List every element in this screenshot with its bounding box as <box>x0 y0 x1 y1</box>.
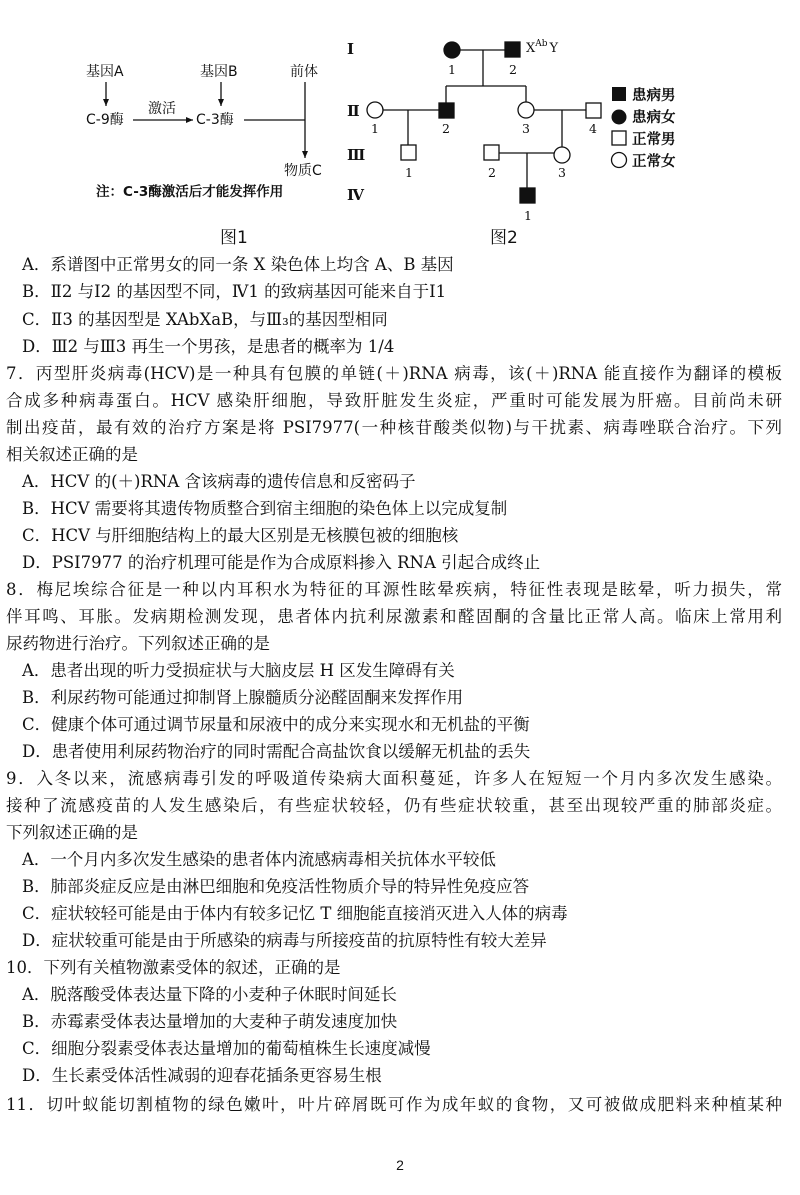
q10-option-b: B．赤霉素受体表达量增加的大麦种子萌发速度加快 <box>22 1012 398 1031</box>
generation-label-3: Ⅲ <box>347 146 366 164</box>
num-III2: 2 <box>488 165 496 180</box>
q7-option-d: D．PSI7977 的治疗机理可能是作为合成原料掺入 RNA 引起合成终止 <box>22 553 541 572</box>
legend-affected-male: 患病男 <box>632 88 676 104</box>
pedigree-I1-affected-female <box>444 42 460 58</box>
legend-normal-female: 正常女 <box>632 154 676 170</box>
num-II4: 4 <box>589 121 597 136</box>
num-II1: 1 <box>371 121 379 136</box>
legend-normal-female-icon <box>612 153 627 168</box>
pedigree-III2-normal-male <box>484 145 499 160</box>
q8-option-d: D．患者使用利尿药物治疗的同时需配合高盐饮食以缓解无机盐的丢失 <box>22 742 531 761</box>
q7-option-b: B．HCV 需要将其遗传物质整合到宿主细胞的染色体上以完成复制 <box>22 499 508 518</box>
q9-option-b: B．肺部炎症反应是由淋巴细胞和免疫活性物质介导的特异性免疫应答 <box>22 877 530 896</box>
num-III3: 3 <box>558 165 566 180</box>
gene-b-label: 基因B <box>200 64 238 80</box>
q9-stem-line-1: 9．入冬以来，流感病毒引发的呼吸道传染病大面积蔓延，许多人在短短一个月内多次发生感染。 <box>6 769 782 788</box>
num-II3: 3 <box>522 121 530 136</box>
q7-stem-line-1: 7．丙型肝炎病毒(HCV)是一种具有包膜的单链(＋)RNA 病毒，该(＋)RNA 能直接作为翻译的模板 <box>6 364 782 383</box>
q8-stem-line-3: 尿药物进行治疗。下列叙述正确的是 <box>6 634 270 653</box>
page-number: 2 <box>396 1157 404 1173</box>
gene-a-label: 基因A <box>86 64 124 80</box>
enzyme-c9-label: C-9酶 <box>86 112 124 128</box>
q10-stem: 10．下列有关植物激素受体的叙述，正确的是 <box>6 958 341 977</box>
pedigree-III3-normal-female <box>554 147 570 163</box>
q10-option-d: D．生长素受体活性减弱的迎春花插条更容易生根 <box>22 1066 382 1085</box>
q7-option-a: A．HCV 的(＋)RNA 含该病毒的遗传信息和反密码子 <box>22 472 416 491</box>
q8-stem-line-1: 8．梅尼埃综合征是一种以内耳积水为特征的耳源性眩晕疾病，特征性表现是眩晕，听力损失，常 <box>6 580 782 599</box>
q7-stem-line-2: 合成多种病毒蛋白。HCV 感染肝细胞，导致肝脏发生炎症，严重时可能发展为肝癌。目前尚未研 <box>6 391 782 410</box>
q10-option-c: C．细胞分裂素受体表达量增加的葡萄植株生长速度减慢 <box>22 1039 431 1058</box>
generation-label-2: Ⅱ <box>347 102 360 120</box>
q8-stem-line-2: 伴耳鸣、耳胀。发病期检测发现，患者体内抗利尿激素和醛固酮的含量比正常人高。临床上常用利 <box>6 607 782 626</box>
q10-option-a: A．脱落酸受体表达量下降的小麦种子休眠时间延长 <box>22 985 397 1004</box>
q6-option-b: B．Ⅱ2 与Ⅰ2 的基因型不同，Ⅳ1 的致病基因可能来自于Ⅰ1 <box>22 282 447 301</box>
figure2-pedigree <box>347 39 676 248</box>
pedigree-legend <box>612 86 676 170</box>
q11-stem-line-1: 11．切叶蚁能切割植物的绿色嫩叶，叶片碎屑既可作为成年蚁的食物，又可被做成肥料来种植某种 <box>6 1095 782 1114</box>
q7-stem-line-3: 制出疫苗，最有效的治疗方案是将 PSI7977(一种核苷酸类似物)与干扰素、病毒唑联合治疗。下列 <box>6 418 782 437</box>
generation-label-1: Ⅰ <box>347 40 355 58</box>
figure2-caption: 图2 <box>490 228 518 248</box>
pedigree-II4-normal-male <box>586 103 601 118</box>
q9-option-a: A．一个月内多次发生感染的患者体内流感病毒相关抗体水平较低 <box>22 850 496 869</box>
num-II2: 2 <box>442 121 450 136</box>
figure1-note: 注：C-3酶激活后才能发挥作用 <box>96 184 284 200</box>
legend-affected-female: 患病女 <box>632 110 676 126</box>
num-I1: 1 <box>448 62 456 77</box>
pedigree-III1-normal-male <box>401 145 416 160</box>
q9-option-d: D．症状较重可能是由于所感染的病毒与所接疫苗的抗原特性有较大差异 <box>22 931 547 950</box>
num-I2: 2 <box>509 62 517 77</box>
legend-normal-male: 正常男 <box>632 132 676 148</box>
substance-c-label: 物质C <box>284 163 322 179</box>
q9-stem-line-3: 下列叙述正确的是 <box>6 823 138 842</box>
q6-option-a: A．系谱图中正常男女的同一条 X 染色体上均含 A、B 基因 <box>22 255 454 274</box>
figure1-pathway <box>86 63 322 248</box>
pedigree-II1-normal-female <box>367 102 383 118</box>
q9-option-c: C．症状较轻可能是由于体内有较多记忆 T 细胞能直接消灭进入人体的病毒 <box>22 904 568 923</box>
num-IV1: 1 <box>524 208 532 223</box>
enzyme-c3-label: C-3酶 <box>196 112 234 128</box>
figure1-caption: 图1 <box>220 228 248 248</box>
q8-option-b: B．利尿药物可能通过抑制肾上腺髓质分泌醛固酮来发挥作用 <box>22 688 464 707</box>
generation-label-4: Ⅳ <box>347 186 365 204</box>
q9-stem-line-2: 接种了流感疫苗的人发生感染后，有些症状较轻，仍有些症状较重，甚至出现较严重的肺部炎症。 <box>6 796 782 815</box>
activate-label: 激活 <box>148 101 176 117</box>
precursor-label: 前体 <box>290 64 318 80</box>
genotype-I2: $X^{Ab}$ Y <box>526 39 559 56</box>
pedigree-II2-affected-male <box>439 103 454 118</box>
pedigree-I2-affected-male <box>505 42 520 57</box>
figure-area <box>0 0 800 255</box>
legend-affected-male-icon <box>612 87 626 101</box>
q7-stem-line-4: 相关叙述正确的是 <box>6 445 138 464</box>
pedigree-II3-normal-female <box>518 102 534 118</box>
legend-normal-male-icon <box>612 131 626 145</box>
q8-option-c: C．健康个体可通过调节尿量和尿液中的成分来实现水和无机盐的平衡 <box>22 715 530 734</box>
q7-option-c: C．HCV 与肝细胞结构上的最大区别是无核膜包被的细胞核 <box>22 526 459 545</box>
num-III1: 1 <box>405 165 413 180</box>
pedigree-IV1-affected-male <box>520 188 535 203</box>
legend-affected-female-icon <box>612 110 627 125</box>
q6-option-d: D．Ⅲ2 与Ⅲ3 再生一个男孩，是患者的概率为 1/4 <box>22 337 395 356</box>
q8-option-a: A．患者出现的听力受损症状与大脑皮层 H 区发生障碍有关 <box>22 661 455 680</box>
q6-option-c: C．Ⅱ3 的基因型是 XAbXaB，与Ⅲ₃的基因型相同 <box>22 310 388 329</box>
